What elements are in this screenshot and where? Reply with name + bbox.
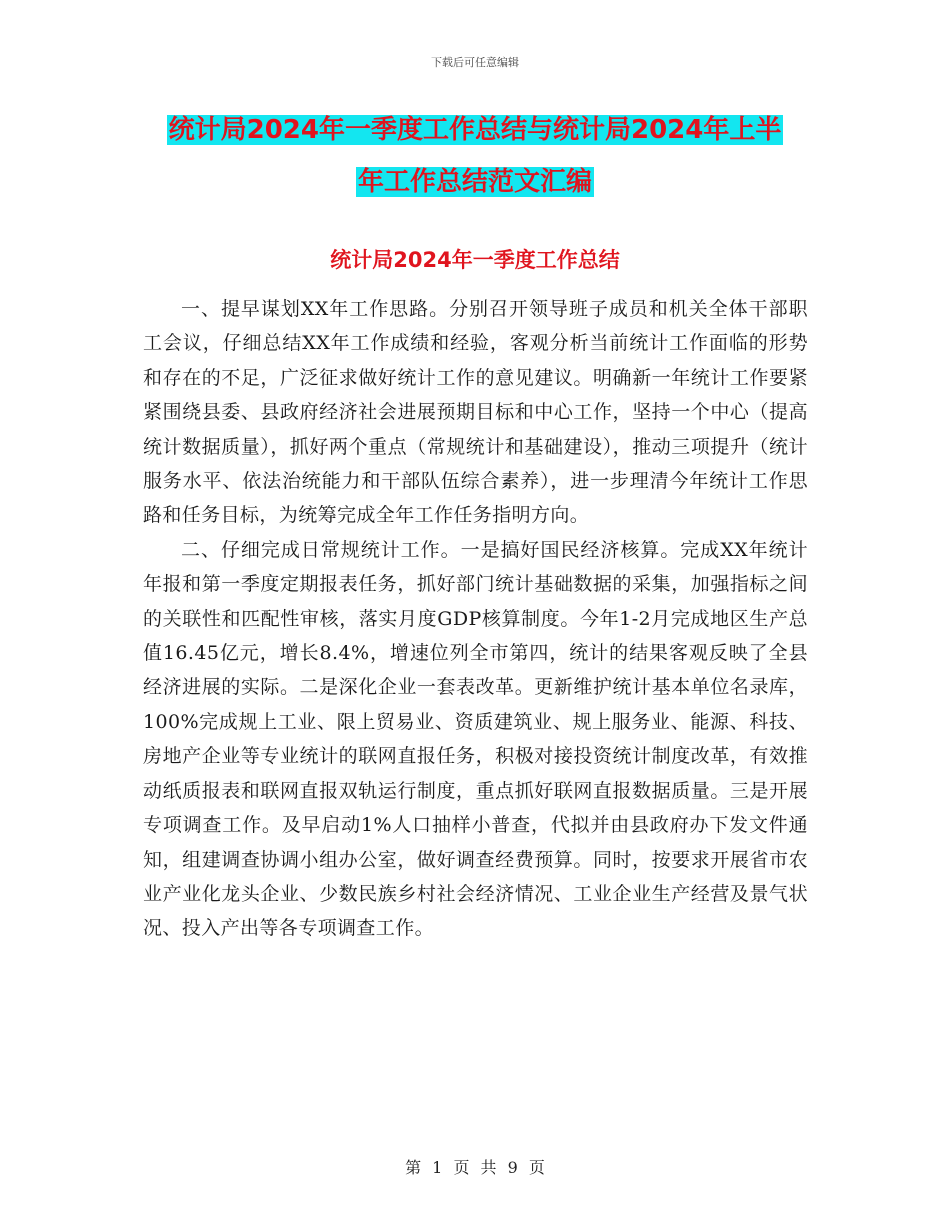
header-note: 下载后可任意编辑 <box>431 56 519 69</box>
paragraph-2: 二、仔细完成日常规统计工作。一是搞好国民经济核算。完成XX年统计年报和第一季度定期报表任务，抓好部门统计基础数据的采集，加强指标之间的关联性和匹配性审核，落实月度GDP核算制度。今年1-2月完成地区生产总值16.45亿元，增长8.4%，增速位列全市第四，统计的结果客观反映了全县经济进展的实际。二是深化企业一套表改革。更新维护统计基本单位名录库，100%完成规上工业、限上贸易业、资质建筑业、规上服务业、能源、科技、房地产企业等专业统计的联网直报任务，积极对接投资统计制度改革，有效推动纸质报表和联网直报双轨运行制度，重点抓好联网直报数据质量。三是开展专项调查工作。及早启动1%人口抽样小普查，代拟并由县政府办下发文件通知，组建调查协调小组办公室，做好调查经费预算。同时，按要求开展省市农业产业化龙头企业、少数民族乡村社会经济情况、工业企业生产经营及景气状况、投入产出等各专项调查工作。 <box>143 538 808 940</box>
document-title-line-1: 统计局2024年一季度工作总结与统计局2024年上半 <box>168 115 782 145</box>
page-number-footer: 第 1 页 共 9 页 <box>405 1158 545 1177</box>
document-title-line-2: 年工作总结范文汇编 <box>357 167 592 197</box>
document-title <box>0 104 950 208</box>
paragraph-1: 一、提早谋划XX年工作思路。分别召开领导班子成员和机关全体干部职工会议，仔细总结XX年工作成绩和经验，客观分析当前统计工作面临的形势和存在的不足，广泛征求做好统计工作的意见建议。明确新一年统计工作要紧紧围绕县委、县政府经济社会进展预期目标和中心工作，坚持一个中心（提高统计数据质量），抓好两个重点（常规统计和基础建设），推动三项提升（统计服务水平、依法治统能力和干部队伍综合素养），进一步理清今年统计工作思路和任务目标，为统筹完成全年工作任务指明方向。 <box>143 298 808 527</box>
body-text <box>143 292 808 946</box>
section-title: 统计局2024年一季度工作总结 <box>330 248 620 272</box>
